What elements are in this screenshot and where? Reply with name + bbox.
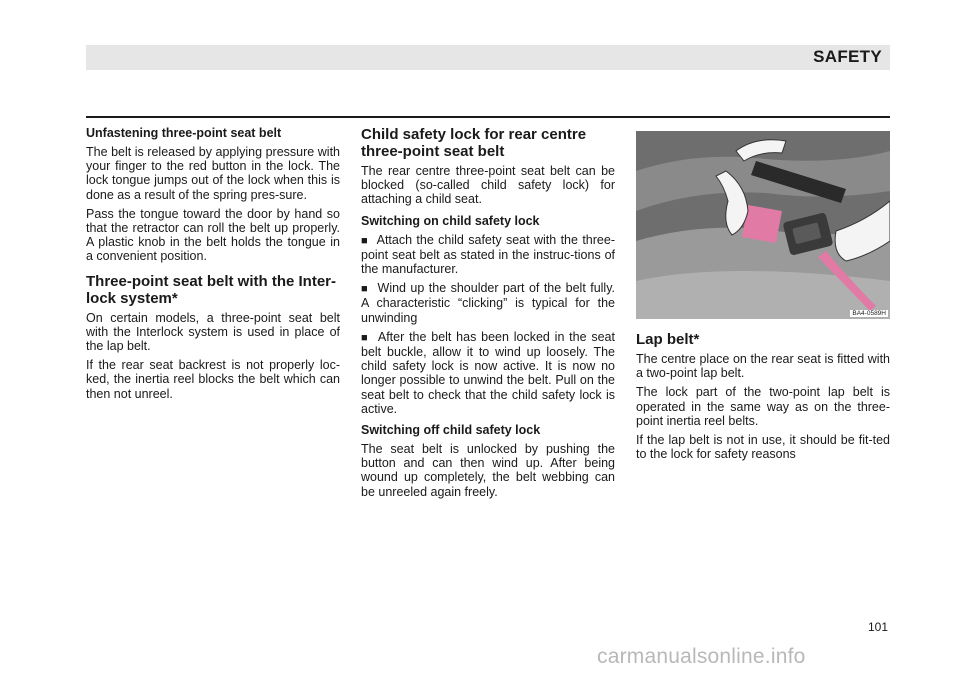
column-left — [86, 126, 340, 406]
bullet-square-icon: ■ — [361, 283, 369, 296]
paragraph: The lock part of the two-point lap belt is operated in the same way as on the three-point inertia reel belts. — [636, 385, 890, 428]
bullet-text: Attach the child safety seat with the three-point seat belt as stated in the instruc-tions of the manufacturer. — [361, 232, 615, 277]
bullet-item — [361, 233, 615, 277]
watermark: carmanualsonline.info — [597, 645, 806, 668]
paragraph: If the rear seat backrest is not properly loc-ked, the inertia reel blocks the belt which can then not unreel. — [86, 358, 340, 401]
paragraph: Pass the tongue toward the door by hand so that the retractor can roll the belt up properly. A plastic knob in the belt holds the tongue in a convenient position. — [86, 206, 340, 264]
column-middle — [361, 126, 615, 504]
paragraph: On certain models, a three-point seat belt with the Interlock system is used in place of the lap belt. — [86, 310, 340, 354]
heading-lap-belt: Lap belt* — [636, 331, 700, 348]
subheading-switching-off: Switching off child safety lock — [361, 423, 541, 438]
bullet-square-icon: ■ — [361, 331, 369, 344]
paragraph: The belt is released by applying pressure with your finger to the red button in the lock. The lock tongue jumps out of the lock when this is done as a result of the spring pres-sure. — [86, 145, 340, 202]
paragraph: The seat belt is unlocked by pushing the button and can then wind up. After being wound up completely, the belt webbing can be unreeled again freely. — [361, 442, 615, 499]
page-number: 101 — [867, 620, 888, 634]
paragraph: The centre place on the rear seat is fitted with a two-point lap belt. — [636, 352, 890, 381]
seat-belt-buckle-icon — [636, 131, 890, 319]
seat-belt-illustration — [636, 131, 890, 319]
heading-child-safety-lock: Child safety lock for rear centre three-point seat belt — [361, 126, 587, 160]
bullet-text: Wind up the shoulder part of the belt fully. A characteristic “clicking” is typical for the unwinding — [361, 281, 616, 325]
bullet-item — [361, 330, 615, 416]
heading-interlock: Three-point seat belt with the Inter-lock system* — [86, 272, 337, 307]
section-title: SAFETY — [813, 47, 882, 66]
bullet-square-icon: ■ — [361, 234, 369, 247]
subheading-switching-on: Switching on child safety lock — [361, 213, 540, 228]
figure-label: BA4-0589H — [852, 310, 886, 317]
header-bar — [86, 45, 890, 70]
header-rule — [86, 116, 890, 118]
column-right — [636, 125, 890, 466]
bullet-text: After the belt has been locked in the seat belt buckle, allow it to wind up loosely. The child safety lock is now active. It is now no longer possible to unwind the belt. Pull on the seat belt to check that the child safety lock is active. — [361, 329, 615, 416]
paragraph: The rear centre three-point seat belt can be blocked (so-called child safety lock) for attaching a child seat. — [361, 164, 615, 207]
subheading-unfastening: Unfastening three-point seat belt — [86, 126, 282, 140]
paragraph: If the lap belt is not in use, it should be fit-ted to the lock for safety reasons — [636, 433, 890, 462]
bullet-item — [361, 281, 615, 325]
